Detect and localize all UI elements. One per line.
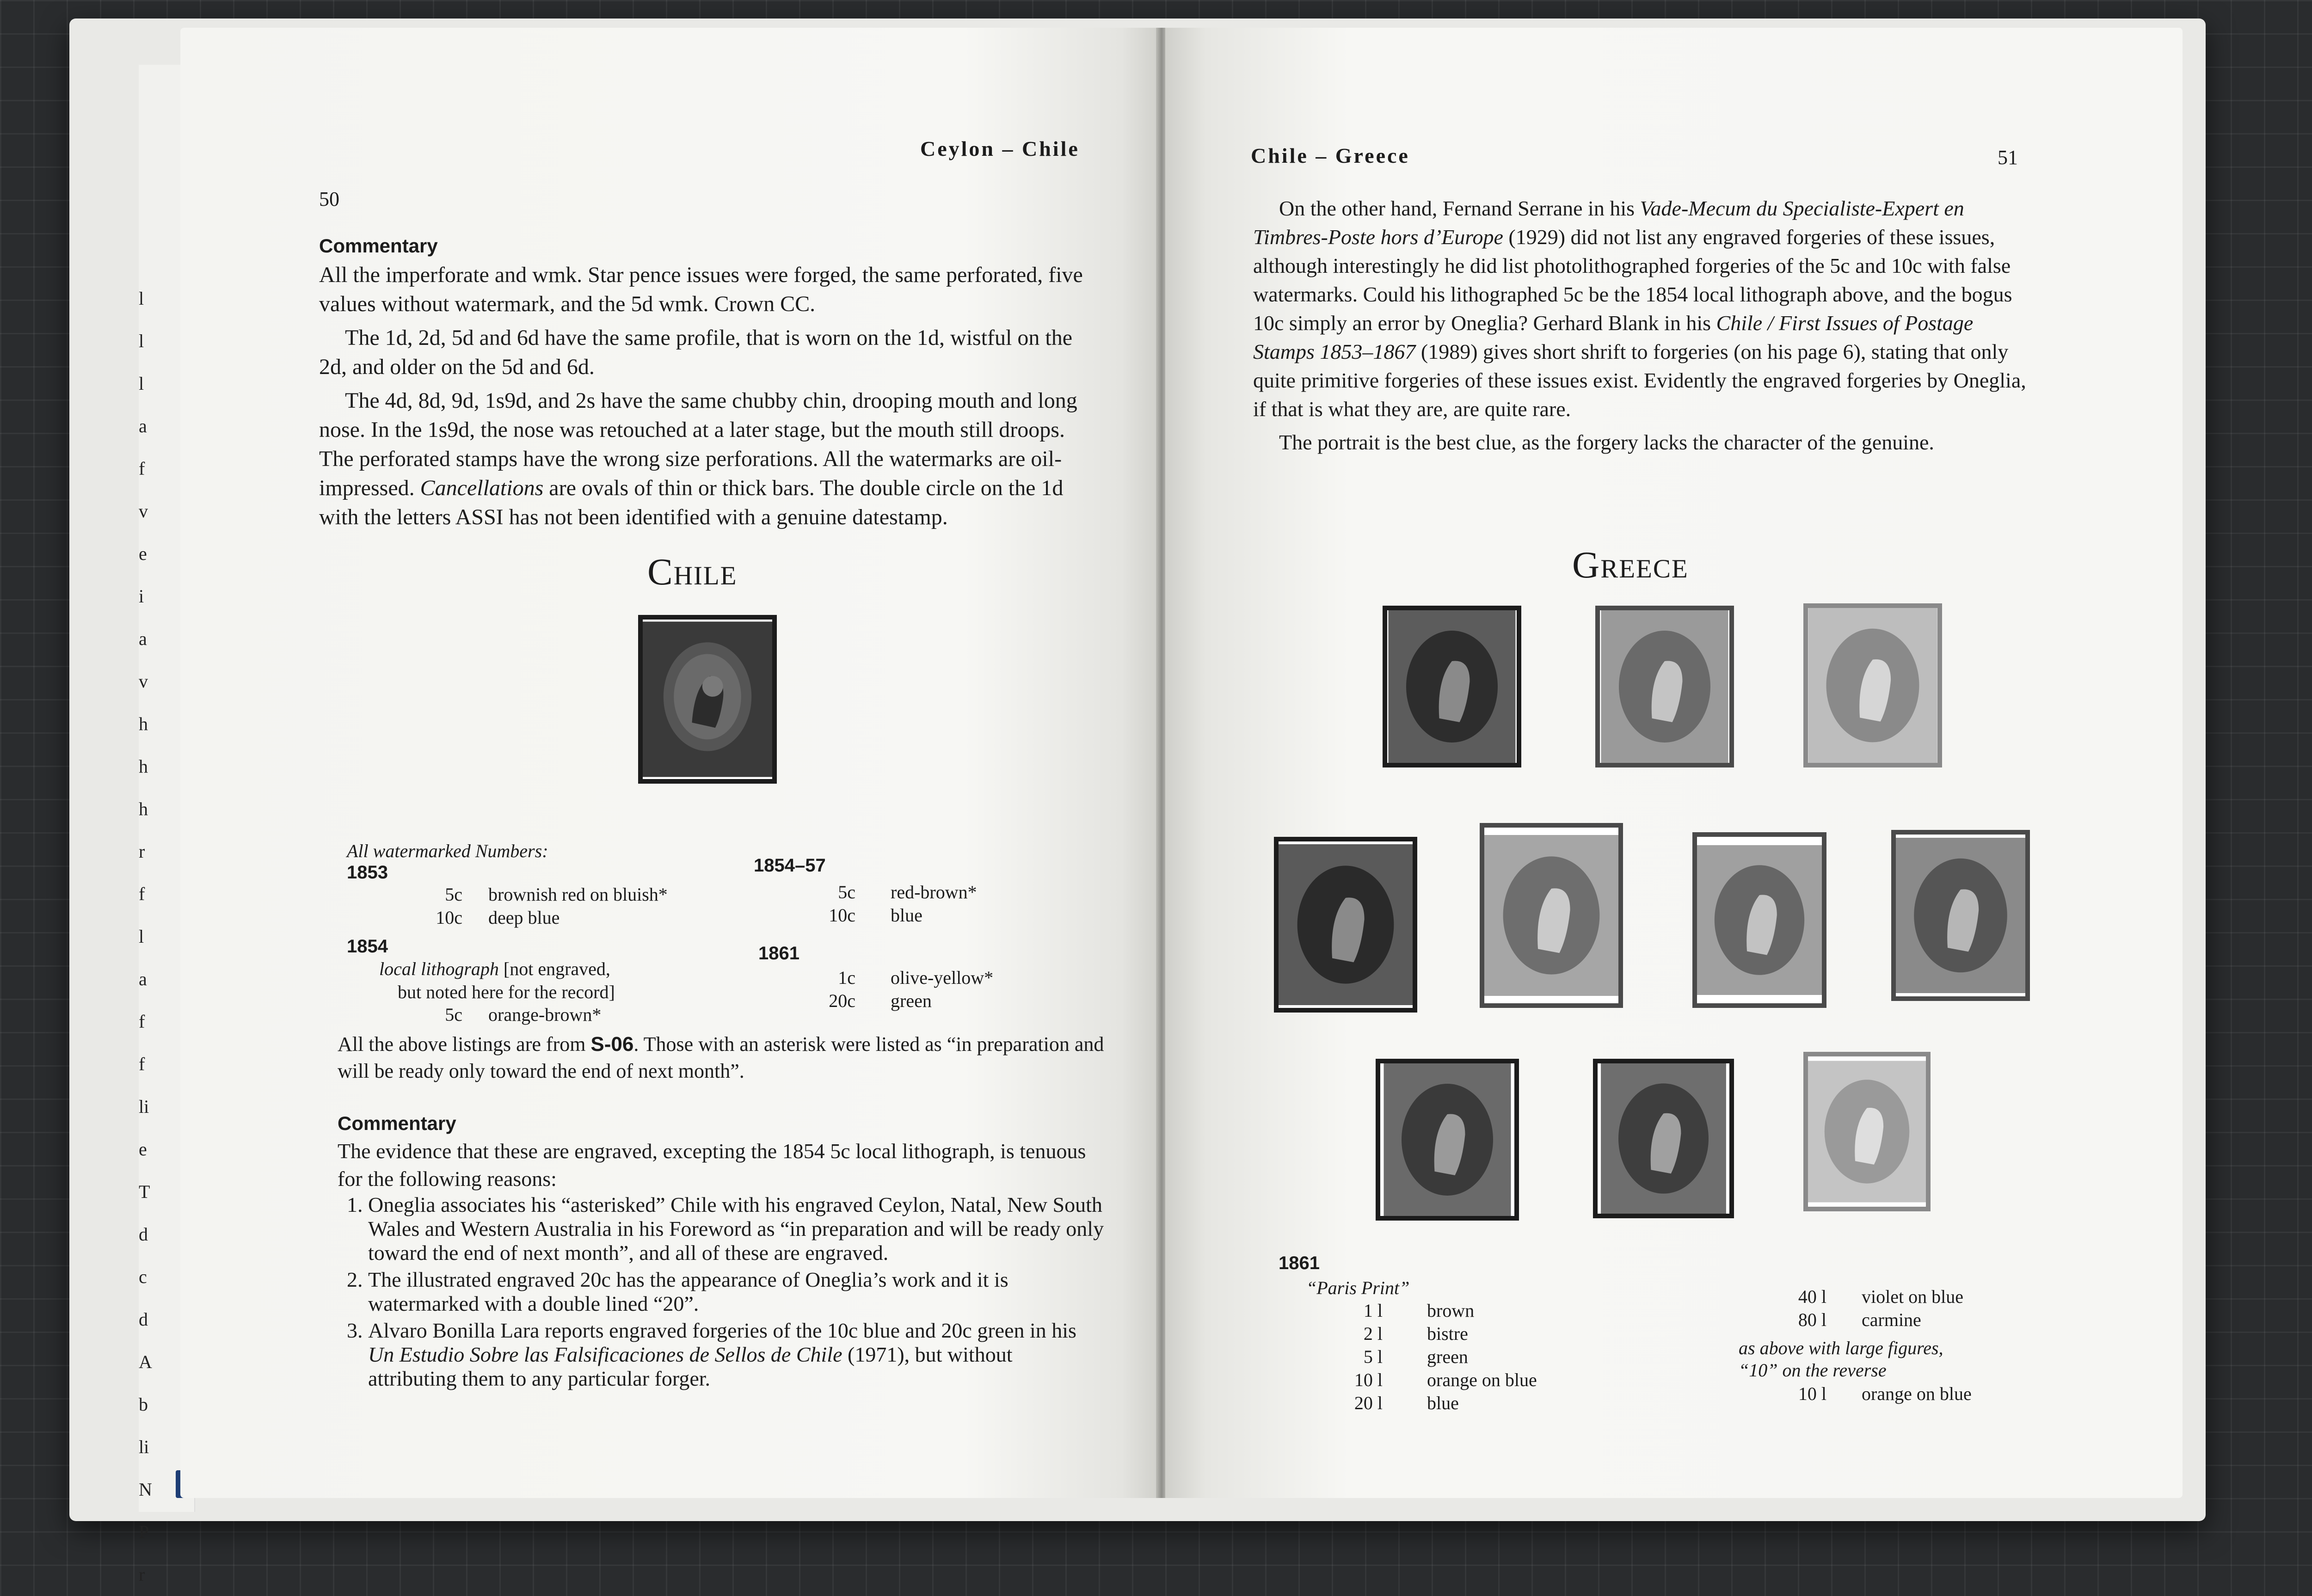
reference-title: Un Estudio Sobre las Falsificaciones de Sellos de Chile [368, 1343, 842, 1366]
margin-letter: e [139, 1139, 147, 1160]
listing-row [412, 1003, 609, 1026]
lithograph-note [379, 957, 610, 981]
listing-1861 [805, 966, 1001, 1013]
margin-letter: li [139, 1436, 149, 1457]
greece-hermes-stamp-icon [1808, 608, 1937, 763]
left-page [180, 28, 1161, 1498]
value: 5c [445, 1004, 462, 1025]
margin-letter: P [139, 1522, 149, 1542]
listing-row [1762, 1285, 1971, 1308]
reason-item: 2. The illustrated engraved 20c has the appearance of Oneglia’s work and it is watermarked with a double lined “20”. [368, 1268, 1105, 1316]
margin-letter: v [139, 671, 148, 692]
greece-stamp-image [1692, 832, 1826, 1008]
color: red-brown* [891, 882, 977, 902]
listing-row [1313, 1322, 1544, 1345]
margin-letter: h [139, 756, 148, 777]
margin-letter: l [139, 331, 144, 351]
chile-stamp-icon [643, 620, 772, 779]
greece-hermes-stamp-icon [1896, 835, 2025, 996]
margin-letter: f [139, 458, 145, 479]
large-figures-note: as above with large figures, [1739, 1338, 1943, 1358]
listing-1853 [412, 883, 675, 929]
paragraph-text-2: (1929) did not list any engraved forgeries of these issues, although interestingly he did list photolithographed forgeries of the 5c and 10c with false watermarks. Could his lithographed 5c be the 1854 local lithograph above, and the bogus 10c simply an error by Oneglia? Gerhard Blank in his [1253, 225, 2012, 335]
listing-intro: All watermarked Numbers: [347, 841, 548, 861]
paragraph [1253, 194, 2035, 424]
color: orange on blue [1427, 1369, 1537, 1390]
large-figures-note-2: “10” on the reverse [1739, 1360, 1887, 1381]
margin-letter: l [139, 288, 144, 309]
commentary-intro: The evidence that these are engraved, excepting the 1854 5c local lithograph, is tenuous for the following reasons: [338, 1139, 1086, 1191]
margin-letter: c [139, 1266, 147, 1287]
listing-row [1762, 1308, 1971, 1332]
year-1861: 1861 [758, 943, 799, 964]
listing-row [1313, 1392, 1544, 1415]
greece-hermes-stamp-icon [1387, 610, 1517, 763]
greece-hermes-stamp-icon [1600, 610, 1729, 763]
margin-letter: d [139, 1224, 148, 1245]
reference-title-2: Chile / First Issues of Postage Stamps 1853–1867 [1253, 311, 1974, 363]
greece-stamp-image [1274, 837, 1417, 1013]
color: brownish red on bluish* [488, 884, 668, 905]
margin-letter: l [139, 926, 144, 947]
listing-row [805, 966, 1001, 989]
margin-letter: f [139, 1011, 145, 1032]
listing-1854 [412, 1003, 609, 1026]
paragraph-text: are ovals of thin or thick bars. The double circle on the 1d with the letters ASSI has not been identified with a genuine datestamp. [319, 476, 1064, 529]
listing-row [1313, 1299, 1544, 1322]
page-number: 51 [1998, 146, 2018, 169]
margin-letter: h [139, 713, 148, 734]
margin-letter: e [139, 543, 147, 564]
color: brown [1427, 1300, 1475, 1321]
paragraph-text: The 4d, 8d, 9d, 1s9d, and 2s have the same chubby chin, drooping mouth and long nose. In the 1s9d, the nose was retouched at a later stage, but the mouth still droops. The perforated stamps have the wrong size perforations. All the watermarks are oil-impressed. [319, 388, 1077, 500]
color: green [1427, 1346, 1468, 1367]
paragraph: All the imperforate and wmk. Star pence issues were forged, the same perforated, five values without watermark, and the 5d wmk. Crown CC. [319, 263, 1083, 316]
reference-title: Vade-Mecum du Specialiste-Expert en Timbres-Poste hors d’Europe [1253, 196, 1964, 249]
reason-text-2: (1971), but without attributing them to any particular forger. [368, 1343, 1013, 1390]
reason-item [368, 1319, 1105, 1391]
color: olive-yellow* [891, 967, 994, 988]
value: 5c [445, 884, 462, 905]
greece-stamp-image [1376, 1059, 1519, 1221]
value: 40 l [1798, 1286, 1826, 1307]
greece-hermes-stamp-icon [1697, 837, 1822, 1003]
color: bistre [1427, 1323, 1468, 1344]
value: 1c [838, 967, 855, 988]
lithograph-term: local lithograph [379, 958, 499, 979]
color: violet on blue [1862, 1286, 1963, 1307]
greece-stamp-image [1593, 1059, 1734, 1218]
running-head: Chile – Greece [1251, 144, 1410, 167]
margin-letter: a [139, 628, 147, 649]
margin-letter: i [139, 586, 144, 607]
listing-note-text: All the above listings are from [338, 1033, 586, 1056]
commentary-2 [338, 1110, 1105, 1393]
section-title-greece: Greece [1572, 544, 1689, 586]
color: deep blue [488, 907, 560, 928]
listing-row [805, 881, 984, 904]
margin-letter: N [139, 1479, 152, 1500]
right-page [1165, 28, 2183, 1498]
color: orange on blue [1862, 1383, 1972, 1404]
note-text: [not engraved, [503, 958, 610, 979]
value: 80 l [1798, 1309, 1826, 1330]
value: 20c [829, 990, 855, 1011]
margin-letter: h [139, 798, 148, 819]
value: 10 l [1798, 1383, 1826, 1404]
greece-listing-large-figures [1762, 1382, 1979, 1406]
margin-letter: A [139, 1351, 152, 1372]
margin-letter: l [139, 373, 144, 394]
lithograph-note-2: but noted here for the record] [398, 982, 615, 1002]
color: carmine [1862, 1309, 1921, 1330]
margin-letter: a [139, 416, 147, 436]
year-1861: 1861 [1279, 1253, 1320, 1273]
chile-stamp-image [638, 615, 777, 784]
listing-row [805, 989, 1001, 1013]
section-title-chile: Chile [647, 551, 738, 593]
year-1854-57: 1854–57 [754, 855, 826, 876]
paragraph: The portrait is the best clue, as the forgery lacks the character of the genuine. [1279, 430, 1934, 454]
margin-letter: f [139, 884, 145, 904]
greece-hermes-stamp-icon [1484, 828, 1618, 1003]
greece-listing-left [1313, 1299, 1544, 1415]
listing-row [1762, 1382, 1979, 1406]
paragraph [319, 386, 1096, 532]
margin-letter: r [139, 841, 145, 862]
value: 10 l [1354, 1369, 1383, 1390]
reason-item: 1. Oneglia associates his “asterisked” Chile with his engraved Ceylon, Natal, New South Wales and Western Australia in his Foreword as “in preparation and will be ready only toward the end of next month”, and all of these are engraved. [368, 1193, 1105, 1265]
greece-hermes-stamp-icon [1598, 1063, 1729, 1214]
greece-hermes-stamp-icon [1808, 1056, 1926, 1207]
value: 20 l [1354, 1393, 1383, 1413]
commentary-block [319, 231, 1096, 536]
margin-letter: d [139, 1309, 148, 1330]
margin-letter: T [139, 1181, 150, 1202]
listing-row [412, 883, 675, 906]
page-number: 50 [319, 188, 339, 210]
paragraph: The 1d, 2d, 5d and 6d have the same profile, that is worn on the 1d, wistful on the 2d, and older on the 5d and 6d. [319, 325, 1073, 379]
value: 10c [829, 905, 855, 926]
listing-row [1313, 1369, 1544, 1392]
color: orange-brown* [488, 1004, 602, 1025]
listing-reference: S-06 [590, 1033, 634, 1056]
margin-letter: a [139, 969, 147, 989]
color: blue [1427, 1393, 1459, 1413]
listing-row [1313, 1345, 1544, 1369]
year-1853: 1853 [347, 862, 388, 883]
listing-note-text-2: . Those with an asterisk were listed as “in preparation and will be ready only toward the end of next month”. [338, 1033, 1104, 1082]
cancellations-term: Cancellations [420, 476, 544, 500]
value: 1 l [1363, 1300, 1383, 1321]
greece-intro-text [1253, 194, 2035, 461]
value: 10c [436, 907, 462, 928]
previous-page-margin [139, 277, 180, 1585]
paragraph-text-3: (1989) gives short shrift to forgeries (on his page 6), stating that only quite primitive forgeries of these issues exist. Evidently the engraved forgeries by Oneglia, if that is what they are, are quite rare. [1253, 340, 2026, 421]
greece-hermes-stamp-icon [1279, 841, 1413, 1008]
running-head: Ceylon – Chile [920, 137, 1080, 160]
color: blue [891, 905, 922, 926]
margin-letter: r [139, 1564, 145, 1585]
greece-stamp-image [1480, 823, 1623, 1008]
margin-letter: v [139, 501, 148, 522]
greece-stamp-image [1803, 1052, 1931, 1211]
greece-hermes-stamp-icon [1380, 1063, 1514, 1216]
listing-1854-57 [805, 881, 984, 927]
value: 5c [838, 882, 855, 902]
value: 5 l [1363, 1346, 1383, 1367]
listing-row [412, 906, 675, 929]
greece-listing-right [1762, 1285, 1971, 1332]
listing-row [805, 904, 984, 927]
paris-print-label: “Paris Print” [1306, 1277, 1410, 1298]
commentary-heading: Commentary [319, 235, 438, 257]
greece-stamp-image [1383, 606, 1521, 767]
year-1854: 1854 [347, 936, 388, 957]
greece-stamp-image [1595, 606, 1734, 767]
paragraph-text: On the other hand, Fernand Serrane in his [1279, 196, 1635, 220]
commentary-heading: Commentary [338, 1112, 456, 1134]
listing-note [338, 1031, 1105, 1085]
value: 2 l [1363, 1323, 1383, 1344]
margin-letter: b [139, 1394, 148, 1415]
reasons-list [338, 1193, 1105, 1391]
greece-stamp-image [1891, 830, 2030, 1001]
greece-stamp-image [1803, 603, 1942, 767]
margin-letter: f [139, 1054, 145, 1074]
reason-text: Alvaro Bonilla Lara reports engraved forgeries of the 10c blue and 20c green in his [368, 1319, 1076, 1342]
margin-letter: li [139, 1096, 149, 1117]
color: green [891, 990, 932, 1011]
